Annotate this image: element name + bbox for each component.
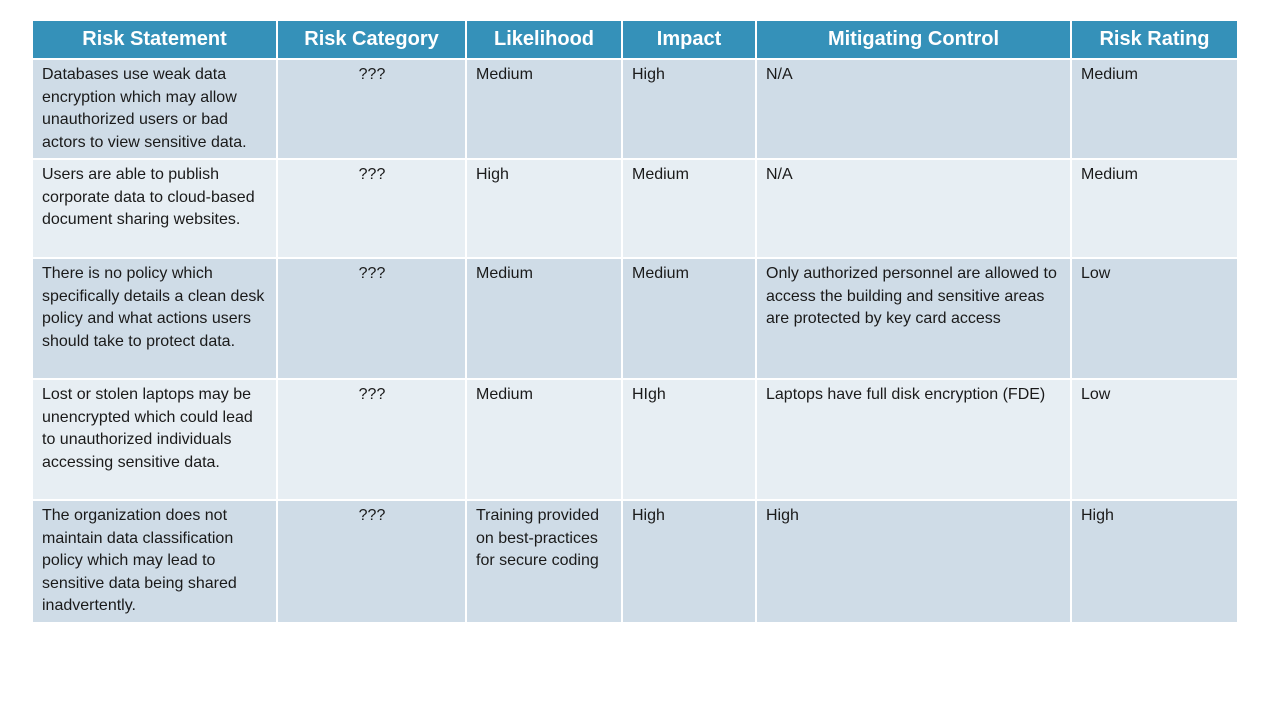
risk-category-cell: ???: [277, 379, 466, 500]
header-impact: Impact: [622, 20, 756, 59]
table-row: [32, 159, 1238, 258]
risk-category-cell: ???: [277, 159, 466, 258]
risk-rating-cell: High: [1071, 500, 1238, 623]
risk-category-cell: ???: [277, 258, 466, 379]
risk-rating-cell: Medium: [1071, 159, 1238, 258]
header-risk-rating: Risk Rating: [1071, 20, 1238, 59]
impact-cell: High: [622, 500, 756, 623]
impact-cell: Medium: [622, 258, 756, 379]
mitigating-control-cell: High: [756, 500, 1071, 623]
mitigating-control-cell: N/A: [756, 159, 1071, 258]
table-row: [32, 258, 1238, 379]
risk-statement-cell: Lost or stolen laptops may be unencrypted which could lead to unauthorized individuals accessing sensitive data.: [32, 379, 277, 500]
likelihood-cell: Medium: [466, 379, 622, 500]
header-mitigating-control: Mitigating Control: [756, 20, 1071, 59]
impact-cell: Medium: [622, 159, 756, 258]
table-row: [32, 379, 1238, 500]
risk-rating-cell: Medium: [1071, 59, 1238, 159]
likelihood-cell: Training provided on best-practices for secure coding: [466, 500, 622, 623]
risk-statement-cell: Users are able to publish corporate data to cloud-based document sharing websites.: [32, 159, 277, 258]
header-risk-statement: Risk Statement: [32, 20, 277, 59]
header-likelihood: Likelihood: [466, 20, 622, 59]
header-row: [32, 20, 1238, 59]
risk-category-cell: ???: [277, 500, 466, 623]
risk-statement-cell: The organization does not maintain data classification policy which may lead to sensitive data being shared inadvertently.: [32, 500, 277, 623]
impact-cell: HIgh: [622, 379, 756, 500]
mitigating-control-cell: Laptops have full disk encryption (FDE): [756, 379, 1071, 500]
mitigating-control-cell: N/A: [756, 59, 1071, 159]
impact-cell: High: [622, 59, 756, 159]
header-risk-category: Risk Category: [277, 20, 466, 59]
risk-statement-cell: Databases use weak data encryption which may allow unauthorized users or bad actors to view sensitive data.: [32, 59, 277, 159]
risk-category-cell: ???: [277, 59, 466, 159]
table-row: [32, 59, 1238, 159]
likelihood-cell: Medium: [466, 258, 622, 379]
risk-statement-cell: There is no policy which specifically details a clean desk policy and what actions users should take to protect data.: [32, 258, 277, 379]
risk-rating-cell: Low: [1071, 379, 1238, 500]
mitigating-control-cell: Only authorized personnel are allowed to access the building and sensitive areas are protected by key card access: [756, 258, 1071, 379]
table-row: [32, 500, 1238, 623]
risk-assessment-table: [31, 19, 1239, 624]
likelihood-cell: Medium: [466, 59, 622, 159]
likelihood-cell: High: [466, 159, 622, 258]
risk-rating-cell: Low: [1071, 258, 1238, 379]
